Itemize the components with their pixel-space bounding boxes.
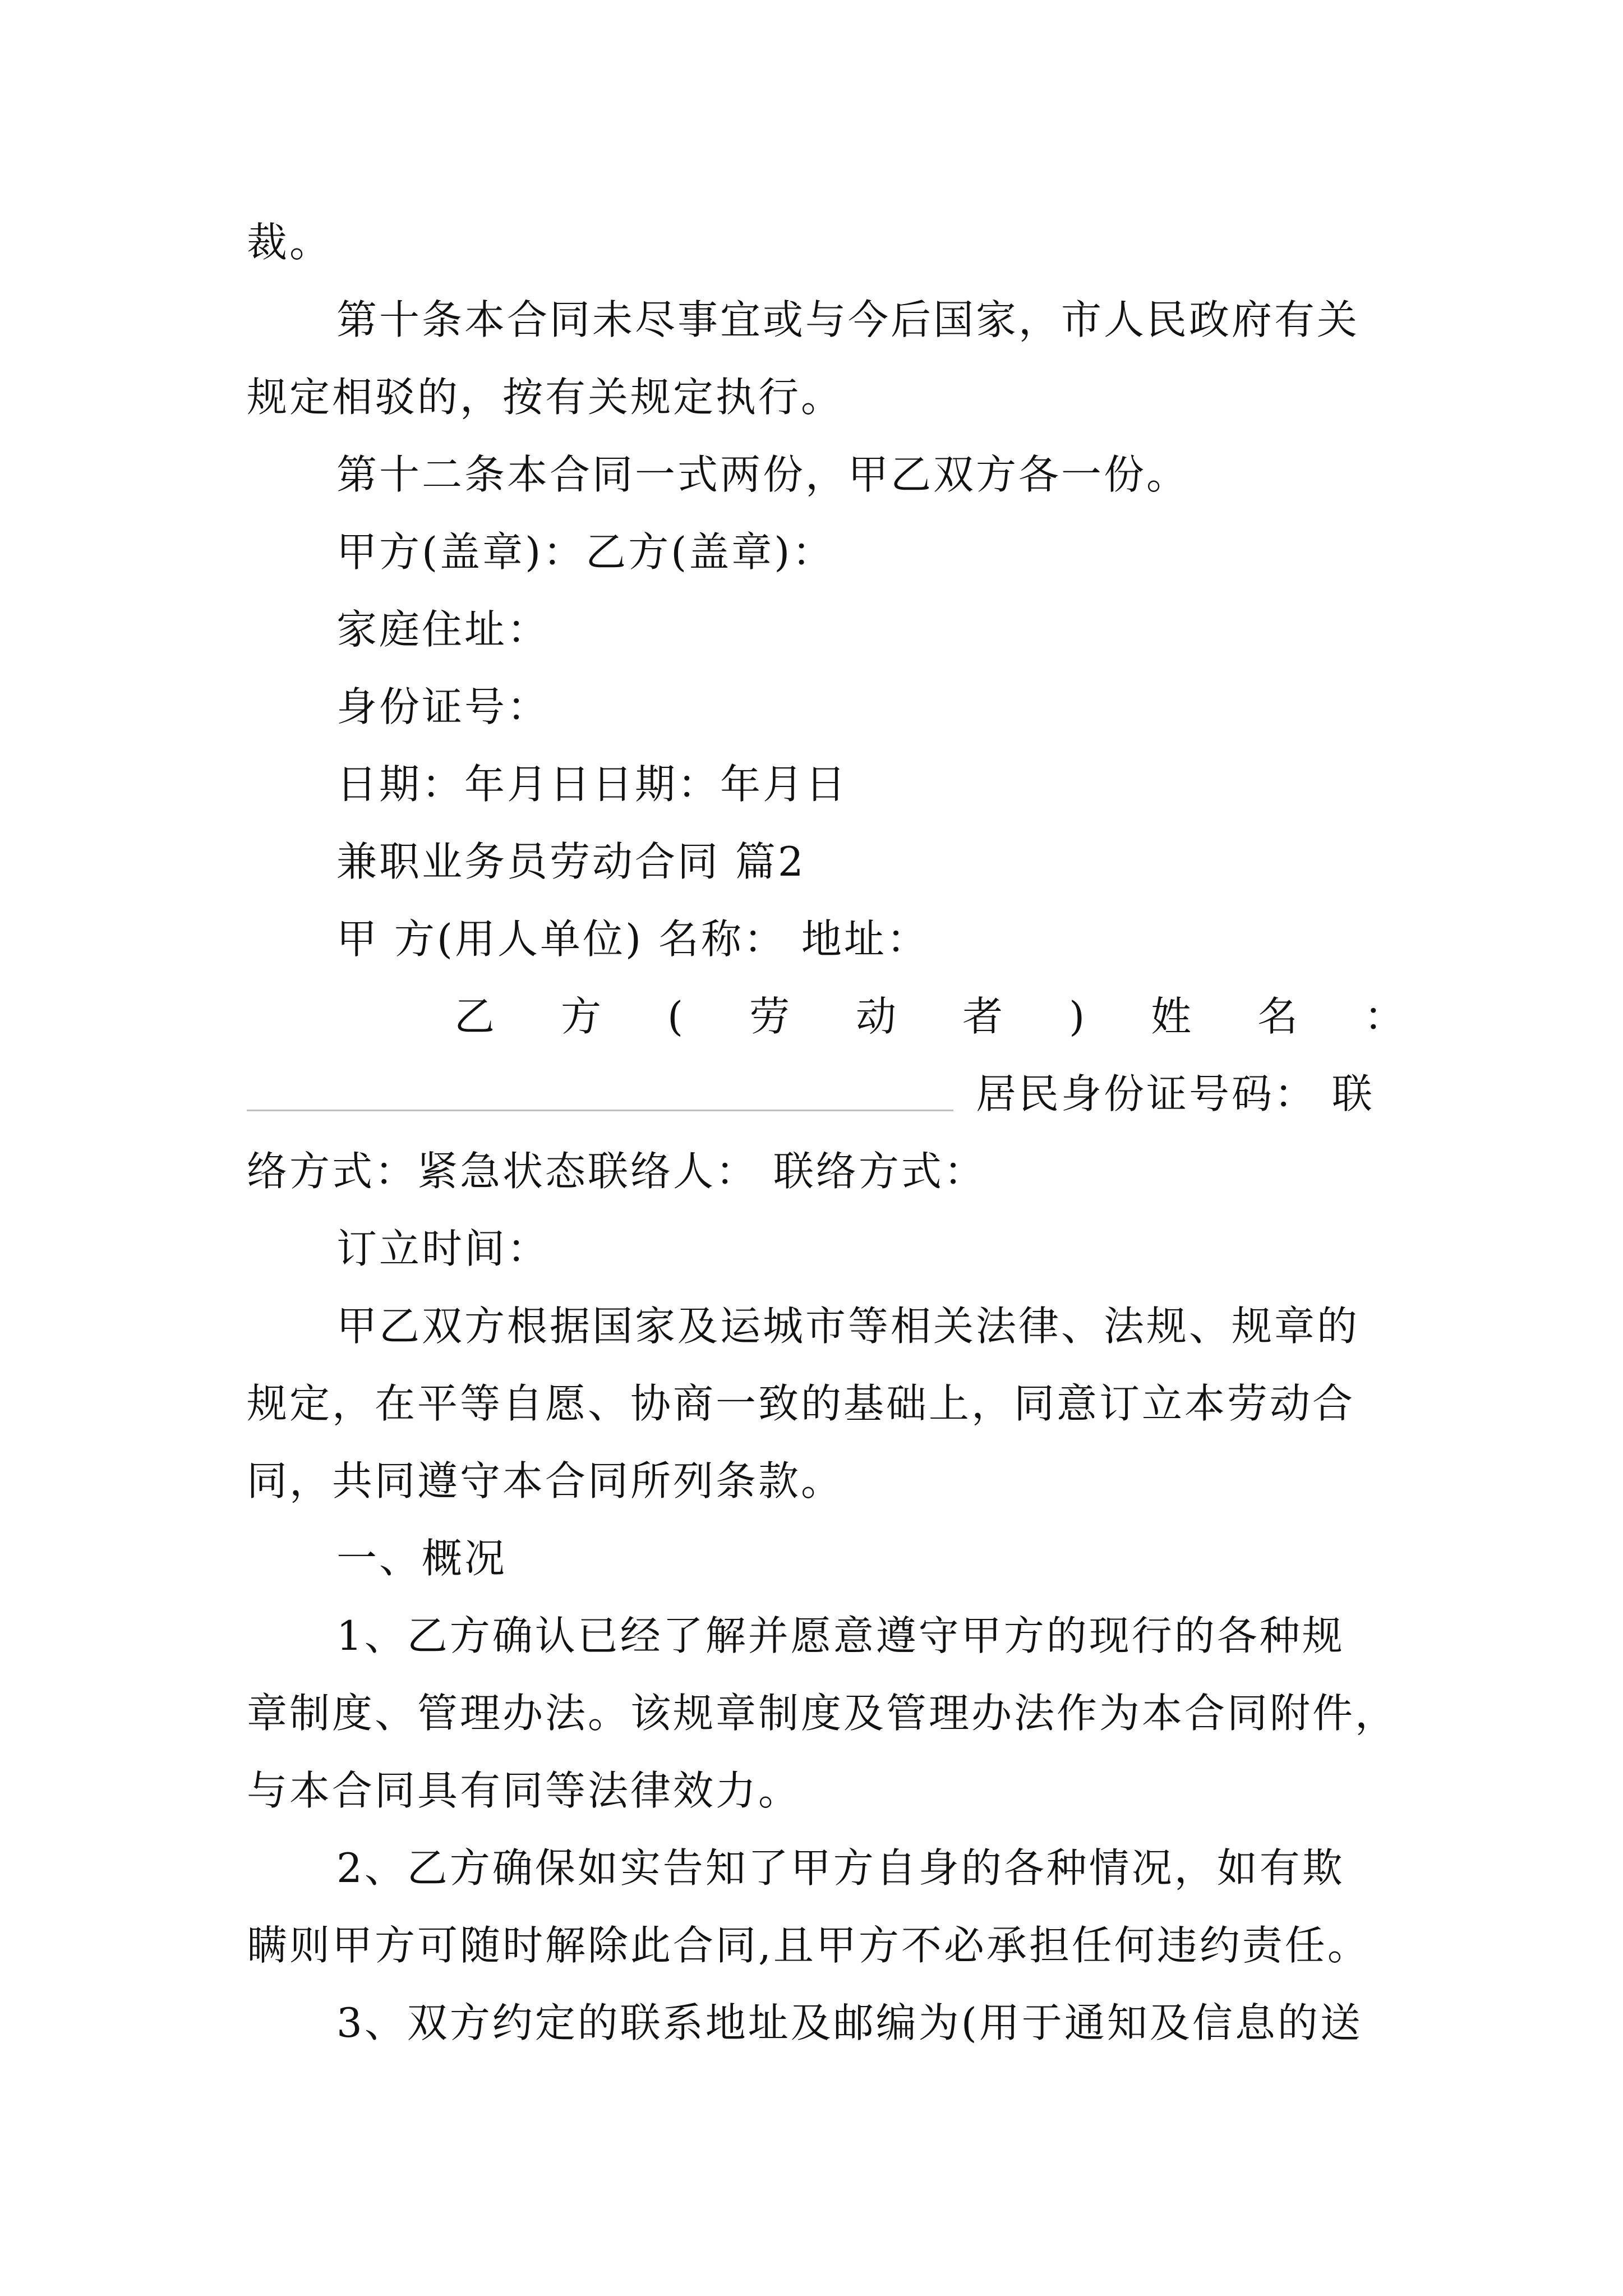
text-line: 络方式：紧急状态联络人： 联络方式： — [247, 1148, 986, 1195]
text-line: 甲乙双方根据国家及运城市等相关法律、法规、规章的 — [336, 1303, 1360, 1350]
text-line: 规定相驳的，按有关规定执行。 — [247, 374, 844, 421]
section-heading: 一、概况 — [336, 1535, 508, 1582]
name-underline — [247, 1110, 953, 1111]
text-line: 裁。 — [247, 219, 333, 266]
text-line: 规定，在平等自愿、协商一致的基础上，同意订立本劳动合 — [247, 1380, 1355, 1427]
text-line: 居民身份证号码： 联 — [976, 1070, 1375, 1117]
text-line: 家庭住址： — [336, 606, 550, 653]
text-line: 瞒则甲方可随时解除此合同,且甲方不必承担任何违约责任。 — [247, 1922, 1370, 1969]
text-line: 日期：年月日日期：年月日 — [336, 761, 849, 808]
text-line: 1、乙方确认已经了解并愿意遵守甲方的现行的各种规 — [336, 1612, 1345, 1659]
text-line: 甲 方(用人单位) 名称： 地址： — [336, 915, 929, 963]
text-line: 2、乙方确保如实告知了甲方自身的各种情况，如有欺 — [336, 1844, 1345, 1892]
section-heading: 兼职业务员劳动合同 篇2 — [336, 838, 806, 885]
text-line: 章制度、管理办法。该规章制度及管理办法作为本合同附件， — [247, 1690, 1398, 1737]
text-line: 与本合同具有同等法律效力。 — [247, 1767, 801, 1814]
text-line: 同，共同遵守本合同所列条款。 — [247, 1457, 844, 1504]
text-line: 3、双方约定的联系地址及邮编为(用于通知及信息的送 — [336, 1999, 1363, 2046]
text-line: 身份证号： — [336, 683, 550, 730]
text-line: 订立时间： — [336, 1225, 550, 1272]
text-line: 第十二条本合同一式两份，甲乙双方各一份。 — [336, 451, 1189, 498]
text-line: 第十条本合同未尽事宜或与今后国家，市人民政府有关 — [336, 296, 1360, 343]
text-line: 乙方(劳动者)姓名： — [454, 993, 1471, 1040]
text-line: 甲方(盖章)：乙方(盖章)： — [336, 528, 835, 576]
